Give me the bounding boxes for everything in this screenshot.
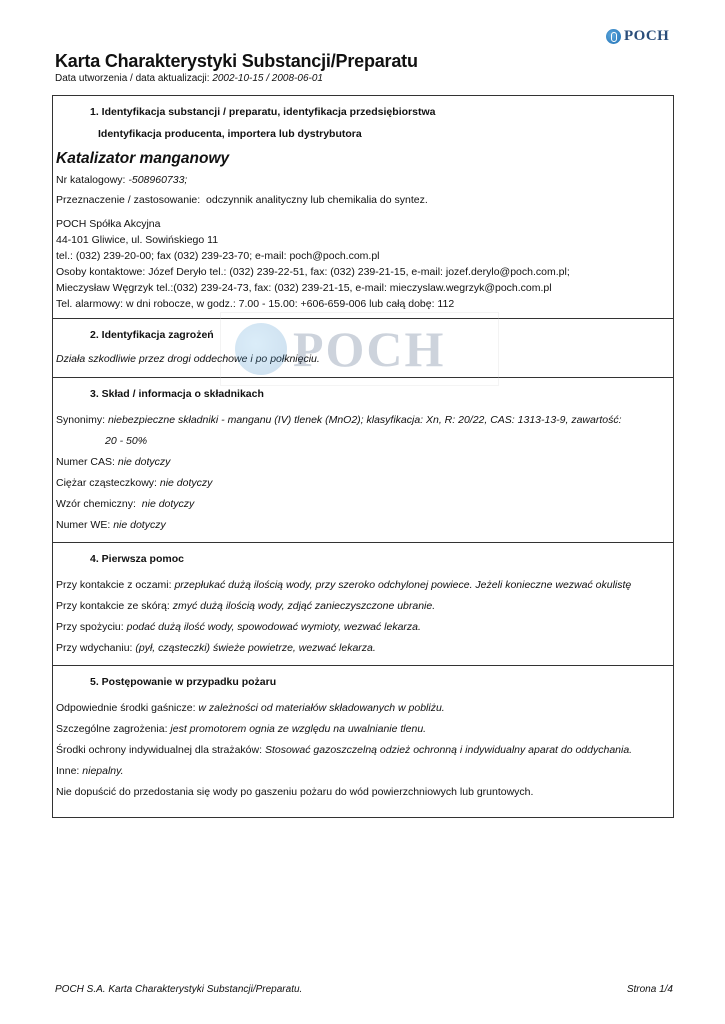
skin-label: Przy kontakcie ze skórą: — [56, 600, 170, 612]
footer-title: POCH S.A. Karta Charakterystyki Substancji/Preparatu. — [55, 984, 303, 995]
hazards-value: jest promotorem ognia ze względu na uwalnianie tlenu. — [170, 723, 427, 735]
product-name: Katalizator manganowy — [56, 150, 230, 167]
synonyms — [56, 410, 673, 431]
catalog-number — [56, 172, 673, 188]
company-line: Mieczysław Węgrzyk tel.:(032) 239-24-73, fax: (032) 239-21-15, e-mail: mieczyslaw.wegrzyk@poch.com.pl — [56, 282, 552, 294]
section-5-heading: 5. Postępowanie w przypadku pożaru — [90, 676, 277, 688]
ingestion-value: podać dużą ilość wody, spowodować wymioty, wezwać lekarza. — [126, 621, 421, 633]
we-label: Numer WE: — [56, 519, 111, 531]
extinguishing-agents — [56, 698, 673, 719]
section-1-heading: 1. Identyfikacja substancji / preparatu, identyfikacja przedsiębiorstwa — [90, 106, 436, 118]
page-footer — [55, 984, 673, 995]
cas-label: Numer CAS: — [56, 456, 115, 468]
inhalation-label: Przy wdychaniu: — [56, 642, 133, 654]
purpose-label: Przeznaczenie / zastosowanie: — [56, 194, 201, 206]
content-value: 20 - 50% — [105, 435, 148, 447]
first-aid-inhalation — [56, 638, 673, 659]
mass-label: Ciężar cząsteczkowy: — [56, 477, 157, 489]
other-info — [56, 761, 673, 782]
date-label: Data utworzenia / data aktualizacji: — [55, 73, 210, 84]
catalog-value: -508960733; — [128, 174, 188, 186]
section-2-heading: 2. Identyfikacja zagrożeń — [90, 329, 214, 341]
section-firefighting — [53, 666, 673, 817]
company-line: POCH Spółka Akcyjna — [56, 218, 161, 230]
eyes-label: Przy kontakcie z oczami: — [56, 579, 172, 591]
section-hazards — [53, 319, 673, 378]
section-1-subheading: Identyfikacja producenta, importera lub dystrybutora — [98, 128, 362, 140]
section-4-heading: 4. Pierwsza pomoc — [90, 553, 184, 565]
formula-value: nie dotyczy — [141, 498, 195, 510]
company-line: tel.: (032) 239-20-00; fax (032) 239-23-70; e-mail: poch@poch.com.pl — [56, 250, 380, 262]
other-value: niepalny. — [82, 765, 124, 777]
cas-value: nie dotyczy — [117, 456, 171, 468]
chemical-formula — [56, 494, 673, 515]
first-aid-ingestion — [56, 617, 673, 638]
protective-equipment — [56, 740, 673, 761]
we-value: nie dotyczy — [113, 519, 166, 531]
skin-value: zmyć dużą ilością wody, zdjąć zanieczyszczone ubranie. — [172, 600, 436, 612]
page-number: Strona 1/4 — [626, 984, 673, 995]
hazards-label: Szczególne zagrożenia: — [56, 723, 168, 735]
sds-sheet — [52, 95, 674, 818]
document-date — [55, 73, 323, 84]
synonyms-value: niebezpieczne składniki - manganu (IV) tlenek (MnO2); klasyfikacja: Xn, R: 20/22, CAS: 1313-13-9, zawartość: — [107, 414, 622, 426]
cas-number — [56, 452, 673, 473]
drainage-warning: Nie dopuścić do przedostania się wody po gaszeniu pożaru do wód powierzchniowych lub gruntowych. — [56, 786, 534, 798]
poch-logo-icon — [606, 29, 621, 44]
catalog-label: Nr katalogowy: — [56, 174, 126, 186]
company-line: Tel. alarmowy: w dni robocze, w godz.: 7.00 - 15.00: +606-659-006 lub całą dobę: 112 — [56, 298, 455, 310]
logo-text: POCH — [624, 28, 670, 44]
protection-value: Stosować gazoszczelną odzież ochronną i indywidualny aparat do oddychania. — [264, 744, 633, 756]
first-aid-skin — [56, 596, 673, 617]
section-identification — [53, 96, 673, 319]
other-label: Inne: — [56, 765, 80, 777]
section-composition — [53, 378, 673, 543]
purpose-value: odczynnik analityczny lub chemikalia do syntez. — [206, 194, 428, 206]
we-number — [56, 515, 673, 536]
purpose — [56, 192, 673, 208]
company-line: 44-101 Gliwice, ul. Sowińskiego 11 — [56, 234, 219, 246]
protection-label: Środki ochrony indywidualnej dla strażaków: — [56, 744, 263, 756]
formula-label: Wzór chemiczny: — [56, 498, 136, 510]
inhalation-value: (pył, cząsteczki) świeże powietrze, wezwać lekarza. — [135, 642, 376, 654]
agents-value: w zależności od materiałów składowanych w pobliżu. — [198, 702, 445, 714]
special-hazards — [56, 719, 673, 740]
eyes-value: przepłukać dużą ilością wody, przy szeroko odchylonej powiece. Jeżeli konieczne wezwać okulistę — [174, 579, 632, 591]
agents-label: Odpowiednie środki gaśnicze: — [56, 702, 196, 714]
company-line: Osoby kontaktowe: Józef Deryło tel.: (032) 239-22-51, fax: (032) 239-21-15, e-mail: jozef.derylo@poch.com.pl; — [56, 266, 570, 278]
molecular-mass — [56, 473, 673, 494]
ingestion-label: Przy spożyciu: — [56, 621, 124, 633]
document-title: Karta Charakterystyki Substancji/Preparatu — [55, 51, 418, 71]
watermark-text: POCH — [293, 321, 446, 377]
mass-value: nie dotyczy — [159, 477, 213, 489]
section-first-aid — [53, 543, 673, 666]
synonyms-label: Synonimy: — [56, 414, 106, 426]
section-3-heading: 3. Skład / informacja o składnikach — [90, 388, 264, 400]
first-aid-eyes — [56, 575, 673, 596]
date-value: 2002-10-15 / 2008-06-01 — [212, 73, 323, 84]
hazard-text: Działa szkodliwie przez drogi oddechowe i po połknięciu. — [56, 353, 320, 365]
company-logo — [606, 28, 669, 45]
